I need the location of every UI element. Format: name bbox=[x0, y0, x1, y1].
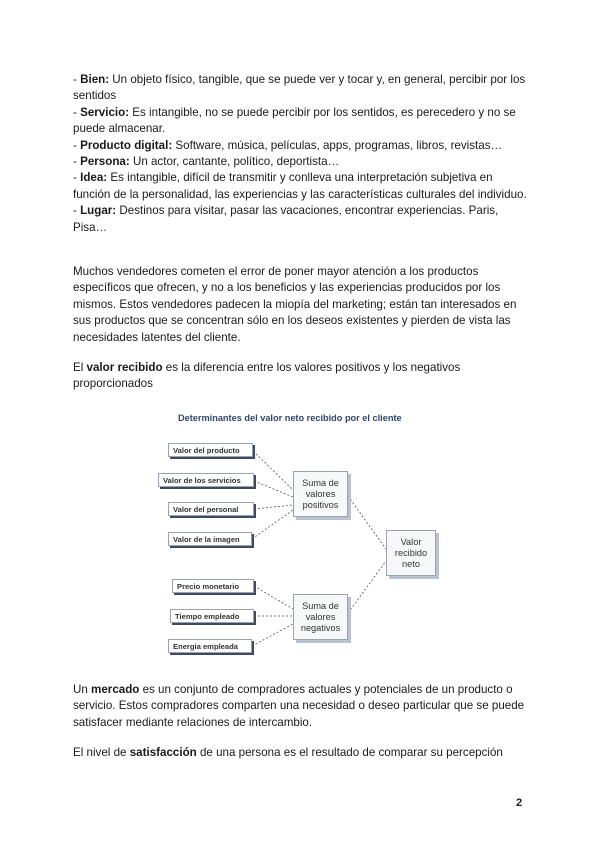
connector-line bbox=[254, 586, 293, 609]
list-item: - Persona: Un actor, cantante, político, deportista… bbox=[73, 155, 340, 169]
sum-positive-box: Suma de valores positivos bbox=[293, 471, 348, 517]
list-item: - Lugar: Destinos para visitar, pasar las vacaciones, encontrar experiencias. Paris, Pisa… bbox=[73, 204, 499, 234]
positive-item: Valor del personal bbox=[168, 502, 254, 516]
connector-line bbox=[348, 561, 386, 613]
positive-item: Valor del producto bbox=[168, 443, 253, 457]
diagram-title: Determinantes del valor neto recibido por el cliente bbox=[178, 413, 402, 423]
paragraph-miopia: Muchos vendedores cometen el error de poner mayor atención a los productos específicos que ofrecen, y no a los beneficios y las experiencias producidos por los mismos. Estos vendedores padecen la miopía del marketing; están tan interesados en sus productos que se concentran sólo en los deseos existentes y pierden de vista las necesidades latentes del cliente. bbox=[73, 265, 517, 344]
net-value-box: Valor recibido neto bbox=[386, 530, 436, 576]
negative-item: Precio monetario bbox=[172, 579, 254, 593]
negative-item: Energía empleada bbox=[168, 639, 252, 653]
paragraph-mercado: Un mercado es un conjunto de compradores actuales y potenciales de un producto o servicio. Estos compradores comparten una necesidad o deseo particular que se puede satisfacer mediante relaciones de intercambio. bbox=[73, 683, 525, 729]
negative-item: Tiempo empleado bbox=[170, 609, 254, 623]
connector-line bbox=[253, 451, 293, 490]
positive-item: Valor de los servicios bbox=[158, 473, 254, 487]
list-item: - Servicio: Es intangible, no se puede percibir por los sentidos, es perecedero y no se puede almacenar. bbox=[73, 105, 516, 136]
list-item: - Idea: Es intangible, difícil de transmitir y conlleva una interpretación subjetiva en función de la personalidad, las experiencias y las características culturales del individuo. bbox=[73, 171, 527, 201]
page-number: 2 bbox=[516, 797, 523, 809]
list-item: - Producto digital: Software, música, películas, apps, programas, libros, revistas… bbox=[73, 138, 503, 152]
value-diagram bbox=[150, 408, 450, 664]
connector-line bbox=[348, 496, 386, 549]
positive-item: Valor de la imagen bbox=[168, 532, 252, 546]
paragraph-satisfaccion: El nivel de satisfacción de una persona es el resultado de comparar su percepción bbox=[73, 746, 503, 759]
sum-negative-box: Suma de valores negativos bbox=[293, 594, 348, 640]
connector-line bbox=[254, 481, 293, 497]
product-types-list bbox=[73, 72, 533, 236]
list-item: - Bien: Un objeto físico, tangible, que se puede ver y tocar y, en general, percibir por los sentidos bbox=[73, 73, 526, 103]
connector-line bbox=[252, 510, 293, 539]
paragraph-valor: El valor recibido es la diferencia entre los valores positivos y los negativos proporcionados bbox=[73, 361, 461, 391]
connector-line bbox=[252, 624, 293, 646]
connector-line bbox=[254, 505, 293, 509]
